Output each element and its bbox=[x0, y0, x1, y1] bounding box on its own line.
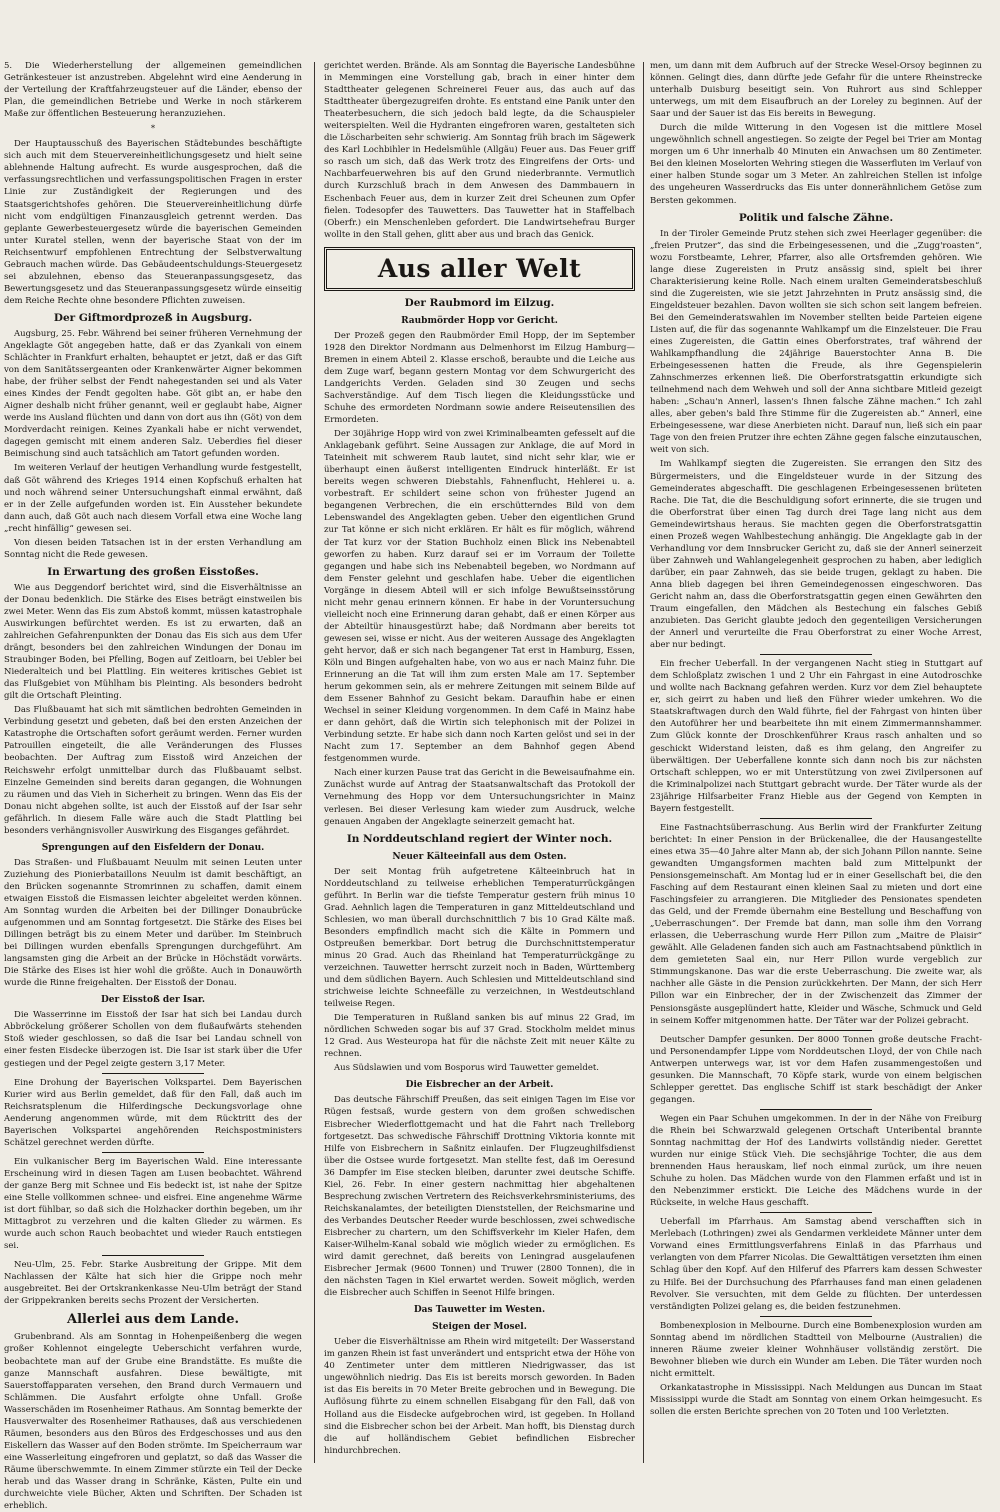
article-paragraph: Deutscher Dampfer gesunken. Der 8000 Tonnen große deutsche Fracht- und Personendampfer Lippe vom Norddeutschen Lloyd, der von Chile nach Antwerpen unterwegs war, ist vor dem Hafen zusammengestoßen und gesunken. Die Mannschaft, 70 Köpfe stark, wurde von einem belgischen Schlepper gerettet. Das englische Schiff ist stark beschädigt der Anker gegangen. bbox=[650, 1034, 982, 1105]
divider-rule bbox=[102, 1255, 203, 1256]
article-paragraph: Wegen ein Paar Schuhen umgekommen. In der in der Nähe von Freiburg die Rhein bei Schwarzwald gelegenen Ortschaft Unteribental brannte Sonntag nachmittag der Hof des Landwirts vollständig nieder. Gerettet wurden nur einige Stück Vieh. Die sechsjährige Tochter, die aus dem brennenden Haus herauskam, lief noch einmal zurück, um ihre neuen Schuhe zu holen. Das Mädchen wurde von den Flammen erfaßt und ist in den Nebenzimmer erstickt. Die Leiche des Mädchens wurde in der Rückseite, in welche Haus geschafft. bbox=[650, 1113, 982, 1209]
article-paragraph: Nach einer kurzen Pause trat das Gericht in die Beweisaufnahme ein. Zunächst wurde auf Antrag der Staatsanwaltschaft das Protokoll der Vernehmung des Hopp vor dem Untersuchungsrichter in Mainz verlesen. Bei dieser Verlesung kam wieder zum Ausdruck, welche genauen Angaben der Angeklagte seinerzeit gemacht hat. bbox=[324, 768, 635, 827]
article-paragraph: Der Hauptausschuß des Bayerischen Städtebundes beschäftigte sich auch mit dem Steuervereinheitlichungsgesetz und hielt seine ablehnende Haltung aufrecht. Es wurde ausgesprochen, daß die verfassungsrechtlichen und verfassungspolitischen Fragen in erster Linie zur Zuständigkeit der Regierungen und des Staatsgerichtshofes gehören. Die Steuervereinheitlichung dürfe nicht vom endgültigen Finanzausgleich getrennt werden. Das geplante Gewerbesteuergesetz würde die bayerischen Gemeinden unter Kuratel stellen, wenn der bayerische Staat von der im Reichsentwurf empfohlenen Entrechtung der Selbstverwaltung Gebrauch machen würde. Das Gebäudeentschuldungs-Steuergesetz sei abzulehnen, ebenso das Steueranpassungsgesetz, das Bewertungsgesetz und das Steueranpassungsgesetz würde einseitig dem Reiche Rechte ohne besondere Pflichten zuweisen. bbox=[4, 139, 302, 306]
headline-eisstoss: In Erwartung des großen Eisstoßes. bbox=[47, 565, 259, 578]
subheadline-steigen-der-mosel: Steigen der Mosel. bbox=[432, 1322, 527, 1333]
headline-sprengungen: Sprengungen auf den Eisfeldern der Donau. bbox=[41, 842, 265, 853]
section-divider-star: * bbox=[150, 124, 156, 135]
article-paragraph: Das Flußbauamt hat sich mit sämtlichen bedrohten Gemeinden in Verbindung gesetzt und gebeten, daß bei den ersten Anzeichen der Katastrophe die Ortschaften sofort geräumt werden. Ferner wurden Patrouillen eingeteilt, die alle Veränderungen des Flusses beobachten. Der Auftrag zum Eisstoß wird Anzeichen der Reichswehr erfolgt unmittelbar durch das Flußbauamt selbst. Einzelne Gemeinden sind bereits daran gegangen, die Wohnungen zu räumen und das Vieh in Sicherheit zu bringen. Wenn das Eis der Donau nicht abgehen sollte, ist auch der Eisstoß auf der Isar sehr gefährlich. In diesem Falle wäre auch die Stadt Plattling bei besonders verhängnisvoller Auswirkung des Eisganges gefährdet. bbox=[4, 705, 302, 836]
article-paragraph: Grubenbrand. Als am Sonntag in Hohenpeißenberg die wegen großer Kohlennot eingelegte Ueberschicht verfahren wurde, beobachtete man auf der Grube eine Brandstätte. Es mußte die ganze Mannschaft ausfahren. Diese bewältigte, mit Sauerstoffapparaten versehen, den Brand durch Vermauern und Schlämmen. Die Ausfahrt erfolgte ohne Unfall. Große Wasserschäden im Rosenheimer Rathaus. Am Sonntag bemerkte der Hausverwalter des Rosenheimer Rathauses, daß aus verschiedenen Räumen, besonders aus den Büros des Erdgeschosses und aus den Eiskellern das Wasser auf den Boden strömte. Im Speicherraum war eine Wasserleitung eingefroren und geplatzt, so daß das Wasser die Räume überschwemmte. In einem Zimmer stürzte ein Teil der Decke herab und das Wasser drang in Schränke, Kästen, Pulte ein und durchweichte viele Bücher, Akten und Schriften. Der Schaden ist erheblich. bbox=[4, 1332, 302, 1512]
divider-rule bbox=[102, 1073, 203, 1074]
column-2 bbox=[324, 60, 635, 1463]
column-3 bbox=[650, 60, 982, 1463]
article-paragraph: Der 30jährige Hopp wird von zwei Kriminalbeamten gefesselt auf die Anklagebank geführt. Seine Aussagen zur Anklage, die auf Mord in Tateinheit mit schwerem Raub lautet, sind nicht sehr klar, wie er überhaupt einen äußerst intelligenten Eindruck hinterläßt. Er ist bereits wegen schweren Diebstahls, Fahnenflucht, Hehlerei u. a. vorbestraft. Er schildert seine schon von frühester Jugend an begangenen Verbrechen, die ein erschütterndes Bild von dem Lebenswandel des Angeklagten geben. Ueber den eigentlichen Grund zur Tat könne er sich nicht erklären. Er hält es für möglich, während der Tat kurz vor der Station Buchholz einen Blick ins Nebenabteil geworfen zu haben. Kurz darauf sei er im Vorraum der Toilette gegangen und habe sich ins Nebenabteil begeben, wo Nordmann auf dem Fenster gelehnt und geschlafen habe. Ueber die eigentlichen Vorgänge in diesem Abteil will er sich infolge Bewußtseinsstörung nicht mehr genau erinnern können. Er habe in der Voruntersuchung vielleicht noch eine Erinnerung daran gehabt, daß er einen Körper aus der Abteiltür hinausgestürzt habe; daß Nordmann aber bereits tot gewesen sei, wisse er nicht. Aus der weiteren Aussage des Angeklagten geht hervor, daß er sich nach begangener Tat erst in Hamburg, Essen, Köln und Bingen aufgehalten habe, von wo aus er nach Mainz fuhr. Die Erinnerung an die Tat will ihm zum ersten Male am 17. September herum gekommen sein, als er mehrere Zeitungen mit seinem Bilde auf dem Essener Bahnhof zu Gesicht bekam. Daraufhin habe er einen Wechsel in seiner Kleidung vorgenommen. In dem Café in Mainz habe er dann gehört, daß die Wirtin sich telephonisch mit der Polizei in Verbindung setzte. Er habe sich dann noch Karten gelöst und sei in der Nacht zum 17. September an dem Bahnhof gegen Abend festgenommen wurde. bbox=[324, 429, 635, 765]
column-1 bbox=[4, 60, 302, 1512]
article-paragraph: Das deutsche Fährschiff Preußen, das seit einigen Tagen im Eise vor Rügen festsaß, wurde gestern von dem großen schwedischen Eisbrecher Wiederflottgemacht und hat die Fahrt nach Trelleborg fortgesetzt. Das schwedische Fährschiff Drottning Viktoria konnte mit Hilfe von Eisbrechern in Saßnitz einlaufen. Der Flugzeughilfsdienst über die Ostsee wurde fortgesetzt. Man stellte fest, daß im Oeresund 36 Dampfer im Eise stecken bleiben, darunter zwei deutsche Schiffe. Kiel, 26. Febr. In einer gestern nachmittag hier abgehaltenen Besprechung zwischen Vertretern des Reichsverkehrsministeriums, des Reichskanalamtes, der beteiligten Dienststellen, der Reichsmarine und des Verbandes Deutscher Reeder wurde beschlossen, zwei schwedische Eisbrecher zu chartern, um den Schiffsverkehr im Kieler Hafen, dem Kaiser-Wilhelm-Kanal sobald wie möglich wieder zu ermöglichen. Es wird damit gerechnet, daß bereits von Leningrad ausgelaufenen Eisbrecher Jermak (9600 Tonnen) und Truwer (2800 Tonnen), die in den nächsten Tagen in Kiel erwartet werden. Soweit möglich, werden die Eisbrecher auch Schiffen in Seenot Hilfe bringen. bbox=[324, 1095, 635, 1299]
headline-allerlei-aus-dem-lande: Allerlei aus dem Lande. bbox=[66, 1312, 240, 1328]
divider-rule bbox=[760, 1316, 873, 1317]
article-paragraph: men, um dann mit dem Aufbruch auf der Strecke Wesel-Orsoy beginnen zu können. Gelingt dies, dann dürfte jede Gefahr für die untere Rheinstrecke unterhalb Duisburg beseitigt sein. Von Ruhrort aus sind Schlepper unterwegs, um mit dem Eisaufbruch an der Loreley zu beginnen. Auf der Saar und der Sauer ist das Eis bereits in Bewegung. bbox=[650, 61, 982, 120]
article-paragraph: Ein vulkanischer Berg im Bayerischen Wald. Eine interessante Erscheinung wird in diesen Tagen am Lusen beobachtet. Während der ganze Berg mit Schnee und Eis bedeckt ist, ist nahe der Spitze eine Stelle vollkommen schnee- und eisfrei. Eine angenehme Wärme ist dort fühlbar, so daß sich die Holzhacker dorthin begeben, um ihr Mittagbrot zu verzehren und die kalten Glieder zu wärmen. Es wurde auch schon Rauch beobachtet und wieder Rauch entstiegen sei. bbox=[4, 1156, 302, 1252]
headline-giftmordprozess: Der Giftmordprozeß in Augsburg. bbox=[53, 311, 253, 324]
article-paragraph: Eine Fastnachtsüberraschung. Aus Berlin wird der Frankfurter Zeitung berichtet: In einer Pension in der Brückenallee, die der Hausangestellte eines etwa 35—40 Jahre alter Mann ab, der sich Johann Pillon nannte. Seine gewandten Umgangsformen machten bald zum Mittelpunkt der Pensionsgemeinschaft. Am Montag lud er in einer Gesellschaft bei, die den Fasching auf dem Restaurant einen kleinen Saal zu mieten und dort eine Faschingsfeier zu arrangieren. Die Mitglieder des Pensionates spendeten das Geld, und der Fremde übernahm eine Bestellung und Beschaffung von „Ueberraschungen“. Der Fremde bat dann, man solle ihm den Vorrang erlassen, die Ueberraschung wurde Herr Pillon zum „Maitre de Plaisir“ gewählt. Alle Geladenen fanden sich auch am Fastnachtsabend pünktlich in dem gemieteten Saal ein, nur Herr Pillon wurde vergeblich zur Stimmungskanone. Das war die erste Ueberraschung. Die zweite war, als nachher alle Gäste in die Pension zurückkehrten. Der Mann, der sich Herr Pillon war ein Einbrecher, der in der Zwischenzeit das Zimmer der Pensionsgäste ausgeplündert hatte, Kleider und Wäsche, Schmuck und Geld in seinem Koffer mitgenommen hatte. Der Täter war der Polizei gebracht. bbox=[650, 822, 982, 1026]
subheadline-kaelteeinfall: Neuer Kälteeinfall aus dem Osten. bbox=[392, 851, 567, 862]
section-title-aus-aller-welt: Aus aller Welt bbox=[324, 247, 635, 291]
article-paragraph: In der Tiroler Gemeinde Prutz stehen sich zwei Heerlager gegenüber: die „freien Prutzer“, das sind die Erbeingesessenen, und die „Zugg'roasten“, wozu Forstbeamte, Lehrer, Pfarrer, also alle Ortsfremden gehören. Wie lange diese Zugereisten in Prutz ansässig sind, spielt bei ihrer Charakterisierung keine Rolle. Nach einem uralten Gemeinderatsbeschluß sind die Zugereisten, wie sie jetzt Jahrzehnten in Prutz ansässig sind, die Eingeldsteuer bezahlen. Davon wollten sie sich schon seit langem befreien. Bei den Gemeinderatswahlen im November stellten beide Parteien eigene Listen auf, die für das sogenannte Wahlkampf um die Einzelsteuer. Die Frau eines Zugereisten, die Gattin eines Oberforstrates, traf während der Wahlkampfhandlung die 24jährige Bauerstochter Anna B. Die Erbeingesessenen hatten die Freude, als ihre Gegenspielerin Zahnschmerzes erkennen ließ. Die Oberforstratsgattin erkundigte sich teilnehmend nach dem Wehweh und soll der Anna sichtbare Mitleid gezeigt haben: „Schau'n Annerl, lassen's Ihnen falsche Zähne machen.“ Ich zahl alles, aber geben's bald Ihre Stimme für die Zugereisten ab.“ Annerl, eine Erbeingesessene, war diese Anerbieten nicht. Darauf nun, ließ sich ein paar Tage von den freien Prutzer ihre echten Zähne gegen falsche einzutauschen, weit von sich. bbox=[650, 228, 982, 456]
divider-rule bbox=[760, 1109, 873, 1110]
article-paragraph: Die Temperaturen in Rußland sanken bis auf minus 22 Grad, im nördlichen Schweden sogar bis auf 37 Grad. Stockholm meldet minus 12 Grad. Aus Westeuropa hat für die nächste Zeit mit neuer Kälte zu rechnen. bbox=[324, 1013, 635, 1060]
divider-rule bbox=[760, 1030, 873, 1031]
article-paragraph: Im Wahlkampf siegten die Zugereisten. Sie errangen den Sitz des Bürgermeisters, und die Eingeldsteuer wurde in der Sitzung des Gemeinderates abgeschafft. Die geschlagenen Erbeingesessenen brüteten Rache. Die Tat, die die Beschuldigung sofort erinnerte, die sie trugen und die Oberforstrat über einen Tag durch drei Tage lang nicht aus dem Gemeindewirtshaus heraus. Sie machten gegen die Oberforstratsgattin einen Prozeß wegen Wahlbestechung anhängig. Die Angeklagte gab in der Verhandlung vor dem Innsbrucker Gericht zu, daß sie der Annerl seinerzeit über Zahnweh und Wahlangelegenheit gesprochen zu haben, aber lediglich darüber, ein paar Zahnweh, das sie beide trugen, geklagt zu haben. Die Anna blieb dagegen bei ihren Gemeindegenossen eingeschworen. Das Gericht nahm an, dass die Oberforstratsgattin gegen einen Gewährten den Traum eingefallen, den Mädchen als Bestechung ein falsches Gebiß anzubieten. Das Gericht glaubte jedoch den gegenteiligen Versicherungen der Annerl und verurteilte die Frau Oberforstrat zu einer Woche Arrest, aber nur bedingt. bbox=[650, 459, 982, 651]
article-paragraph: Bombenexplosion in Melbourne. Durch eine Bombenexplosion wurden am Sonntag abend im nördlichen Stadtteil von Melbourne (Australien) die inneren Räume zweier kleiner Wohnhäuser vollständig zerstört. Die Bewohner blieben wie durch ein Wunder am Leben. Die Täter wurden noch nicht ermittelt. bbox=[650, 1320, 982, 1379]
article-paragraph: Aus Südslawien und vom Bosporus wird Tauwetter gemeldet. bbox=[334, 1063, 599, 1074]
headline-eisstoss-isar: Der Eisstoß der Isar. bbox=[100, 995, 205, 1006]
article-paragraph: Im weiteren Verlauf der heutigen Verhandlung wurde festgestellt, daß Göt während des Krieges 1914 einen Kopfschuß erhalten hat und noch während seiner Untersuchungshaft einmal erwähnt, daß er in der Zelle aufgefunden worden ist. Ein Aussteher bekundete dann auch, daß Göt auch nach diesem Vorfall etwa eine Woche lang „recht hinfällig“ gewesen sei. bbox=[4, 463, 302, 534]
article-paragraph: Orkankatastrophe in Mississippi. Nach Meldungen aus Duncan im Staat Mississippi wurde die Stadt am Sonntag von einem Orkan heimgesucht. Es sollen die ersten Berichte sprechen von 20 Toten und 100 Verletzten. bbox=[650, 1382, 982, 1417]
subheadline-raubmord: Raubmörder Hopp vor Gericht. bbox=[401, 315, 558, 326]
column-divider bbox=[643, 62, 644, 1463]
article-paragraph: Ueber die Eisverhältnisse am Rhein wird mitgeteilt: Der Wasserstand im ganzen Rhein ist fast unverändert und entspricht etwa der Höhe von 40 Zentimeter unter dem mittleren Niedrigwasser, das ist ungewöhnlich niedrig. Das Eis ist bereits morsch geworden. In Baden ist das Eis bereits in 70 Meter Breite gebrochen und in Bewegung. Die Auflösung führte zu einem schnellen Eisabgang für den Fall, daß von Holland aus die Eisdecke aufgebrochen wird, ist gegeben. In Holland sind die Eisbrecher schon bei der Arbeit. Man hofft, bis Dienstag durch die auf holländischem Gebiet befindlichen Eisbrecher hindurchbrechen. bbox=[324, 1337, 635, 1456]
headline-eisbrecher: Die Eisbrecher an der Arbeit. bbox=[405, 1080, 554, 1091]
headline-winter-norddeutschland: In Norddeutschland regiert der Winter noch. bbox=[346, 832, 613, 845]
article-paragraph: Das Straßen- und Flußbauamt Neuulm mit seinen Leuten unter Zuziehung des Pionierbataillons Neuulm ist damit beschäftigt, an den Brücken sogenannte Stromrinnen zu schaffen, damit einem etwaigen Eisstoß die Eismassen leichter abgeleitet werden können. Am Sonntag wurden die Arbeiten bei der Dillinger Donaubrücke aufgenommen und am Sonntag fortgesetzt. Die Stärke des Eises bei Dillingen beträgt bis zu einem Meter und darüber. Im Steinbruch bei Dillingen wurden ebenfalls Sprengungen durchgeführt. Am langsamsten ging die Arbeit an der Brücke in Höchstädt vorwärts. Die Stärke des Eises ist hier wohl die größte. Auch in Donauwörth wurde die Rinne freigehalten. Der Eisstoß der Donau. bbox=[4, 857, 302, 989]
article-paragraph: Der Prozeß gegen den Raubmörder Emil Hopp, der im September 1928 den Direktor Nordmann aus Delmenhorst im Eilzug Hamburg—Bremen in einem Abteil 2. Klasse erschoß, beraubte und die Leiche aus dem Zuge warf, begann gestern Montag vor dem Schwurgericht des Landgerichts Verden. Geladen sind 30 Zeugen und sechs Sachverständige. Auf dem Tisch liegen die Kleidungsstücke und Schuhe des ermordeten Nordmann sowie andere Reiseutensilien des Ermordeten. bbox=[324, 330, 635, 426]
headline-politik-falsche-zaehne: Politik und falsche Zähne. bbox=[738, 211, 894, 224]
article-paragraph: Neu-Ulm, 25. Febr. Starke Ausbreitung der Grippe. Mit dem Nachlassen der Kälte hat sich hier die Grippe noch mehr ausgebreitet. Bei der Ortskrankenkasse Neu-Ulm beträgt der Stand der Grippekranken bereits sechs Prozent der Versicherten. bbox=[4, 1260, 302, 1307]
headline-tauwetter-westen: Das Tauwetter im Westen. bbox=[413, 1305, 546, 1316]
article-paragraph: Eine Drohung der Bayerischen Volkspartei. Dem Bayerischen Kurier wird aus Berlin gemeldet, daß für den Fall, daß auch im Reichsratsplenum die Hilferdingsche Deckungsvorlage ohne Aenderung angenommen würde, mit dem Rücktritt des der Bayerischen Volkspartei angehörenden Reichspostministers Schätzel gerechnet werden dürfte. bbox=[4, 1077, 302, 1148]
divider-rule bbox=[760, 1212, 873, 1213]
article-paragraph: Wie aus Deggendorf berichtet wird, sind die Eisverhältnisse an der Donau bedenklich. Die Stärke des Eises beträgt einstweilen bis zwei Meter. Wenn das Eis zum Abstoß kommt, müssen katastrophale Auswirkungen befürchtet werden. Es ist zu erwarten, daß an zahlreichen Gefahrenpunkten der Donau das Eis sich aus dem Ufer drängt, besonders bei den zahlreichen Windungen der Donau im Straubinger Boden, bei Pfelling, Bogen auf Zeitloarn, bei Uebler bei Niederalteich und bei Plattling. Ein weiteres kritisches Gebiet ist das Flußgebiet von Mühlham bis Pleinting. Als besonders bedroht gilt die Ortschaft Pleinting. bbox=[4, 582, 302, 702]
article-paragraph: gerichtet werden. Brände. Als am Sonntag die Bayerische Landesbühne in Memmingen eine Vorstellung gab, brach in einer hinter dem Stadttheater gelegenen Schreinerei Feuer aus, das auch auf das Stadttheater übergezugreifen drohte. Es entstand eine Panik unter den Theaterbesuchern, die sich jedoch bald legte, da die Schauspieler weiterspielten. Weil die Hydranten eingefroren waren, gestalteten sich die Löscharbeiten sehr schwierig. Am Sonntag früh brach im Sägewerk des Karl Lochbihler in Hedelsmühle (Allgäu) Feuer aus. Das Feuer griff so rasch um sich, daß das Werk trotz des Eingreifens der Orts- und Nachbarfeuerwehren bis auf den Grund niederbrannte. Vermutlich durch Kurzschluß brach in dem Anwesen des Dammbauern in Eschenbach Feuer aus, dem in kurzer Zeit drei Scheunen zum Opfer fielen. Todesopfer des Tauwetters. Das Tauwetter hat in Staffelbach (Oberfr.) ein Menschenleben gefordert. Die Landwirtsehefrau Burger wollte in den Stall gehen, glitt aber aus und brach das Genick. bbox=[324, 61, 635, 240]
divider-rule bbox=[102, 1152, 203, 1153]
column-divider bbox=[314, 62, 315, 1463]
article-paragraph: Durch die milde Witterung in den Vogesen ist die mittlere Mosel ungewöhnlich schnell angestiegen. So zeigte der Pegel bei Trier am Montag morgen um 6 Uhr innerhalb 40 Minuten ein Anwachsen um 80 Zentimeter. Bei den kleinen Moselorten Wehring stiegen die Wasserfluten im Verlauf von einer halben Stunde sogar um 3 Meter. An zahlreichen Stellen ist infolge des ungeheuren Wasserdrucks das Eis unter donnerähnlichem Getöse zum Bersten gekommen. bbox=[650, 123, 982, 206]
headline-raubmord: Der Raubmord im Eilzug. bbox=[404, 296, 555, 309]
article-paragraph: Ein frecher Ueberfall. In der vergangenen Nacht stieg in Stuttgart auf dem Schloßplatz zwischen 1 und 2 Uhr ein Fahrgast in eine Autodroschke und wollte nach Backnang gefahren werden. Kurz vor dem Ziel behauptete er, sich geirrt zu haben und ließ den Führer wieder umkehren. Wo die Staatskraftwagen durch den Wald führte, fiel der Fahrgast von hinten über den Autoführer her und bearbeitete ihn mit einem Zimmermannshammer. Zum Glück konnte der Droschkenführer Kraus rasch anhalten und so geschickt Widerstand leisten, daß es ihm gelang, den Angreifer zu überwältigen. Der Ueberfallene konnte sich dann noch bis zur nächsten Ortschaft schleppen, wo er mit Unterstützung von zwei Zivilpersonen auf die Kriminalpolizei nach Stuttgart gebracht wurde. Der Täter wurde als der 23jährige Hilfsarbeiter Franz Hieble aus der Gegend von Kempten in Bayern festgestellt. bbox=[650, 659, 982, 814]
article-paragraph: Augsburg, 25. Febr. Während bei seiner früheren Vernehmung der Angeklagte Göt angegeben hatte, daß er das Zyankali von einem Schlächter in Frankfurt erhalten, behauptet er jetzt, daß er das Gift von dem Sanitätssergeanten oder Krankenwärter Aigner bekommen habe, der früher selbst der Fendt nahegestanden sei und als Vater eines Kindes der Fendt gegolten habe. Göt gibt an, er habe den Aigner deshalb nicht früher genannt, weil er geglaubt habe, Aigner werde ins Ausland flüchten und dann von dort aus ihn (Göt) von dem Mordverdacht reinigen. Keines Zyankali habe er nicht verwendet, dagegen gemischt mit einem anderen Salz. Ueberdies fiel dieser Beimischung sind auch tatsächlich am Tatort gefunden worden. bbox=[4, 328, 302, 460]
article-paragraph: 5. Die Wiederherstellung der allgemeinen gemeindlichen Getränkesteuer ist anzustreben. Abgelehnt wird eine Aenderung in der Verteilung der Kraftfahrzeugsteuer auf die Länder, ebenso der Plan, die gemeindlichen Betriebe und Werke in noch stärkerem Maße zur öffentlichen Besteuerung heranzuziehen. bbox=[4, 61, 302, 120]
article-paragraph: Die Wasserrinne im Eisstoß der Isar hat sich bei Landau durch Abbröckelung größerer Schollen von dem flußaufwärts stehenden Stoß wieder geschlossen, so daß die Isar bei Landau schnell von einer festen Eisdecke überzogen ist. Die Isar ist stark über die Ufer gestiegen und der Pegel zeigte gestern 3,17 Meter. bbox=[4, 1010, 302, 1069]
article-paragraph: Ueberfall im Pfarrhaus. Am Samstag abend verschafften sich in Merlebach (Lothringen) zwei als Gendarmen verkleidete Männer unter dem Vorwand eines Ermittlungsverfahrens Einlaß in das Pfarrhaus und verlangten von dem Pfarrer Nicolas. Die Gewalttätigen versetzten ihm einen Schlag über den Kopf. Auf den Hilferuf des Pfarrers kam dessen Schwester zu Hilfe. Bei der Durchsuchung des Pfarrhauses fand man einen geladenen Revolver. Sie versuchten, mit dem Gelde zu flüchten. Der unterdessen verständigten Polizei gelang es, die beiden festzunehmen. bbox=[650, 1217, 982, 1312]
article-paragraph: Von diesen beiden Tatsachen ist in der ersten Verhandlung am Sonntag nicht die Rede gewesen. bbox=[4, 537, 302, 560]
article-paragraph: Der seit Montag früh aufgetretene Kälteeinbruch hat in Norddeutschland zu teilweise erheblichen Temperaturrückgängen geführt. In Berlin war die tiefste Temperatur gestern früh minus 10 Grad. Aehnlich lagen die Temperaturen in ganz Mitteldeutschland und Schlesien, wo man überall durchschnittlich 7 bis 10 Grad Kälte maß. Besonders empfindlich macht sich die Kälte in Pommern und Ostpreußen bemerkbar. Dort betrug die Durchschnittstemperatur minus 20 Grad. Auch das Rheinland hat Temperaturrückgänge zu verzeichnen. Tauwetter herrscht zurzeit noch in Baden, Württemberg und dem südlichen Bayern. Auch Schlesien und Mitteldeutschland sind strichweise leichte Schneefälle zu verzeichnen, in Westdeutschland teilweise Regen. bbox=[324, 866, 635, 1010]
divider-rule bbox=[760, 654, 873, 655]
divider-rule bbox=[760, 818, 873, 819]
